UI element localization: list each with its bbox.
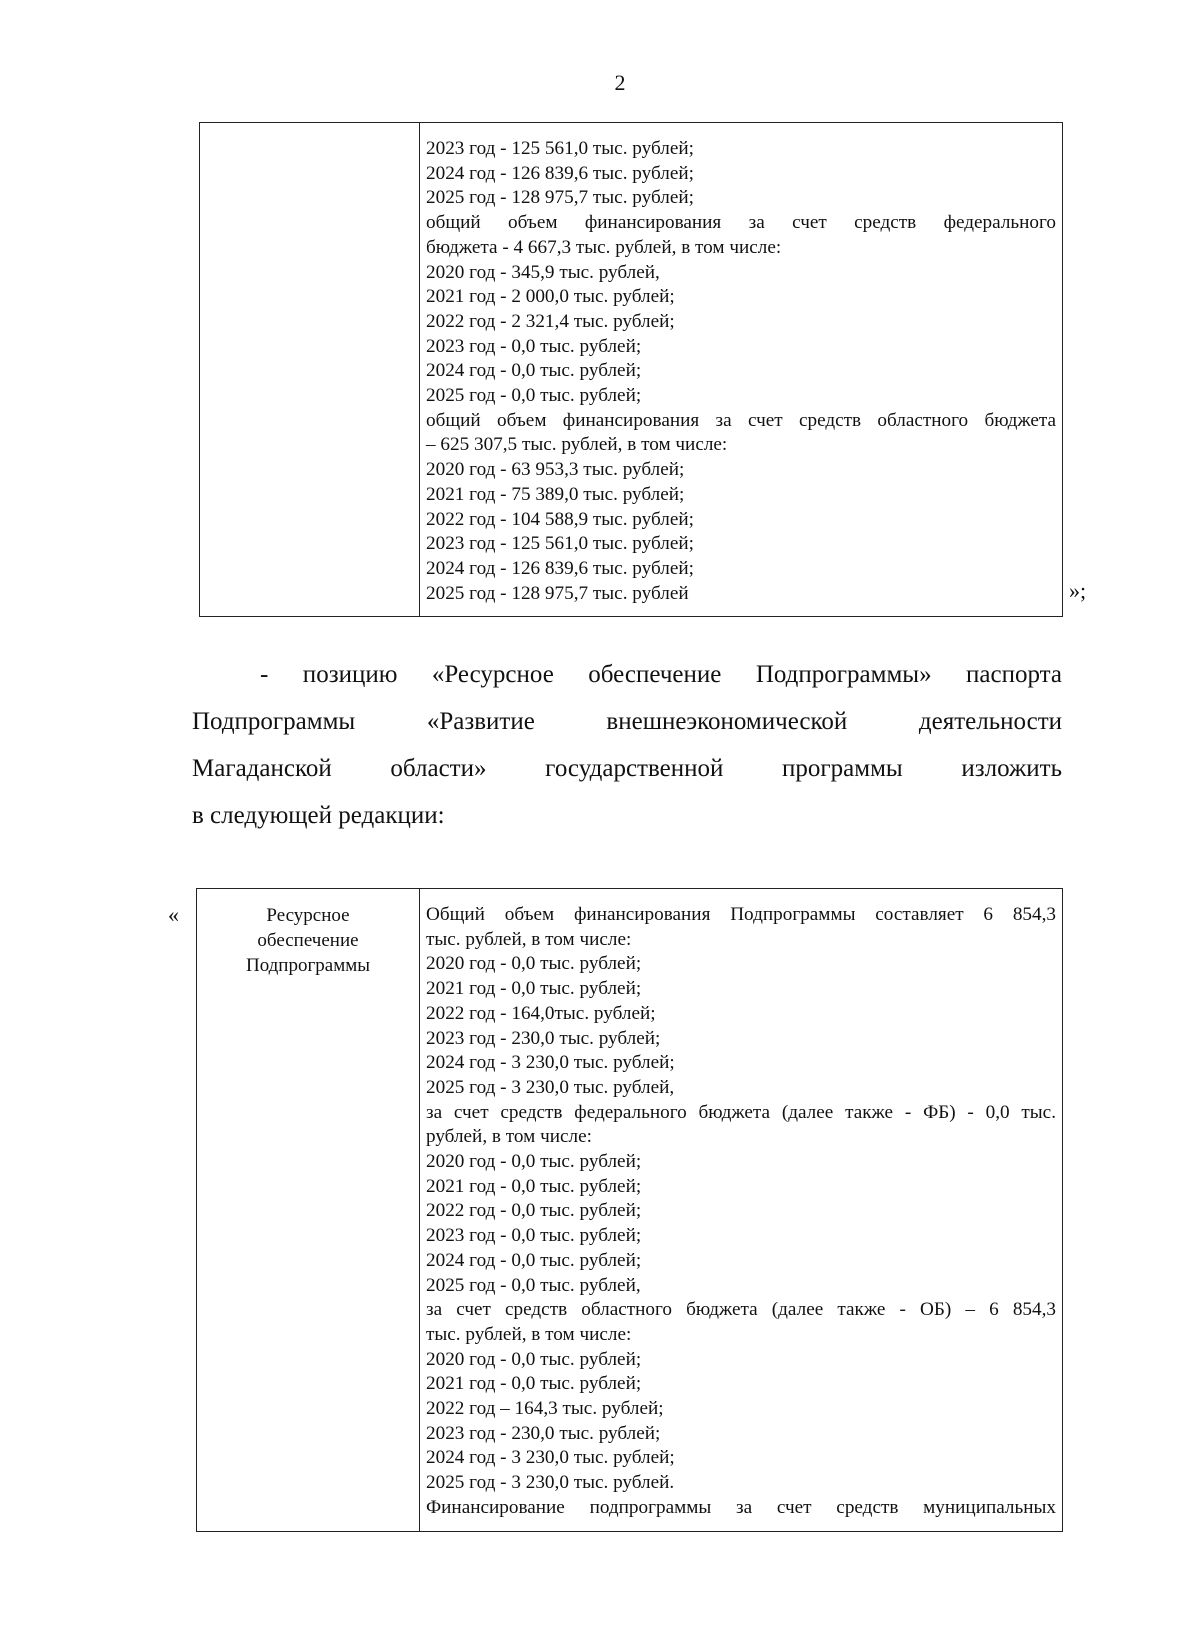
funding-line: бюджета - 4 667,3 тыс. рублей, в том числе: bbox=[426, 236, 782, 258]
funding-line: 2024 год - 0,0 тыс. рублей; bbox=[426, 360, 642, 382]
funding-line: за счет средств федерального бюджета (далее также - ФБ) - 0,0 тыс. bbox=[426, 1101, 1056, 1123]
funding-line: 2020 год - 0,0 тыс. рублей; bbox=[426, 1348, 642, 1370]
funding-line: 2025 год - 0,0 тыс. рублей, bbox=[426, 1274, 641, 1296]
paragraph-line: Подпрограммы «Развитие внешнеэкономической деятельности bbox=[192, 708, 1062, 735]
funding-line: тыс. рублей, в том числе: bbox=[426, 928, 632, 950]
table-right-cell bbox=[420, 123, 1063, 617]
row-label-line: Ресурсное bbox=[266, 905, 350, 926]
funding-line: 2022 год - 2 321,4 тыс. рублей; bbox=[426, 310, 675, 332]
table-row bbox=[197, 889, 1063, 1532]
funding-line: 2020 год - 0,0 тыс. рублей; bbox=[426, 953, 642, 975]
funding-line: 2023 год - 0,0 тыс. рублей; bbox=[426, 1225, 642, 1247]
funding-line: 2020 год - 0,0 тыс. рублей; bbox=[426, 1151, 642, 1173]
paragraph-line: - позицию «Ресурсное обеспечение Подпрограммы» паспорта bbox=[260, 661, 1062, 688]
table-row bbox=[200, 123, 1063, 617]
funding-line: тыс. рублей, в том числе: bbox=[426, 1323, 632, 1345]
funding-line: 2024 год - 3 230,0 тыс. рублей; bbox=[426, 1052, 675, 1074]
funding-line: Общий объем финансирования Подпрограммы составляет 6 854,3 bbox=[426, 904, 1056, 925]
funding-line: 2025 год - 128 975,7 тыс. рублей bbox=[426, 582, 689, 604]
funding-line: 2021 год - 2 000,0 тыс. рублей; bbox=[426, 286, 675, 308]
amendment-paragraph bbox=[192, 651, 1062, 839]
funding-line: 2024 год - 126 839,6 тыс. рублей; bbox=[426, 557, 694, 579]
funding-line: 2023 год - 230,0 тыс. рублей; bbox=[426, 1422, 661, 1444]
funding-line: – 625 307,5 тыс. рублей, в том числе: bbox=[426, 434, 728, 456]
funding-line: 2021 год - 75 389,0 тыс. рублей; bbox=[426, 483, 685, 505]
resource-provision-table bbox=[196, 888, 1063, 1532]
funding-line: 2020 год - 345,9 тыс. рублей, bbox=[426, 261, 660, 283]
funding-line: 2023 год - 0,0 тыс. рублей; bbox=[426, 335, 642, 357]
table-right-cell bbox=[420, 889, 1063, 1532]
page-number: 2 bbox=[614, 70, 626, 95]
funding-line: 2022 год – 164,3 тыс. рублей; bbox=[426, 1398, 664, 1420]
row-label-line: обеспечение bbox=[257, 930, 359, 951]
funding-line: 2025 год - 3 230,0 тыс. рублей. bbox=[426, 1472, 675, 1494]
funding-line: 2021 год - 0,0 тыс. рублей; bbox=[426, 1373, 642, 1395]
funding-line: 2024 год - 3 230,0 тыс. рублей; bbox=[426, 1447, 675, 1469]
funding-line: 2022 год - 164,0тыс. рублей; bbox=[426, 1002, 656, 1024]
funding-line: 2025 год - 128 975,7 тыс. рублей; bbox=[426, 187, 694, 209]
funding-line: 2024 год - 0,0 тыс. рублей; bbox=[426, 1249, 642, 1271]
funding-line: 2020 год - 63 953,3 тыс. рублей; bbox=[426, 459, 685, 481]
funding-line: 2021 год - 0,0 тыс. рублей; bbox=[426, 1175, 642, 1197]
table-left-cell bbox=[200, 123, 420, 617]
funding-line: рублей, в том числе: bbox=[426, 1126, 592, 1148]
funding-line: 2023 год - 125 561,0 тыс. рублей; bbox=[426, 138, 694, 159]
funding-line: Финансирование подпрограммы за счет средств муниципальных bbox=[426, 1496, 1056, 1518]
funding-line: 2025 год - 0,0 тыс. рублей; bbox=[426, 385, 642, 407]
funding-line: 2025 год - 3 230,0 тыс. рублей, bbox=[426, 1076, 675, 1098]
paragraph-line: Магаданской области» государственной программы изложить bbox=[192, 755, 1062, 782]
funding-line: 2022 год - 104 588,9 тыс. рублей; bbox=[426, 508, 694, 530]
closing-quote: »; bbox=[1069, 578, 1087, 603]
funding-line: 2023 год - 125 561,0 тыс. рублей; bbox=[426, 533, 694, 555]
row-label-line: Подпрограммы bbox=[245, 955, 371, 976]
funding-line: 2024 год - 126 839,6 тыс. рублей; bbox=[426, 162, 694, 184]
table-left-cell bbox=[197, 889, 420, 1532]
funding-table-continued bbox=[199, 122, 1063, 617]
funding-line: 2021 год - 0,0 тыс. рублей; bbox=[426, 978, 642, 1000]
funding-line: общий объем финансирования за счет средств федерального bbox=[426, 212, 1056, 234]
paragraph-line: в следующей редакции: bbox=[192, 802, 445, 829]
funding-line: за счет средств областного бюджета (далее также - ОБ) – 6 854,3 bbox=[426, 1299, 1056, 1321]
funding-line: общий объем финансирования за счет средств областного бюджета bbox=[426, 409, 1056, 431]
funding-line: 2023 год - 230,0 тыс. рублей; bbox=[426, 1027, 661, 1049]
opening-quote: « bbox=[168, 902, 179, 927]
funding-line: 2022 год - 0,0 тыс. рублей; bbox=[426, 1200, 642, 1222]
